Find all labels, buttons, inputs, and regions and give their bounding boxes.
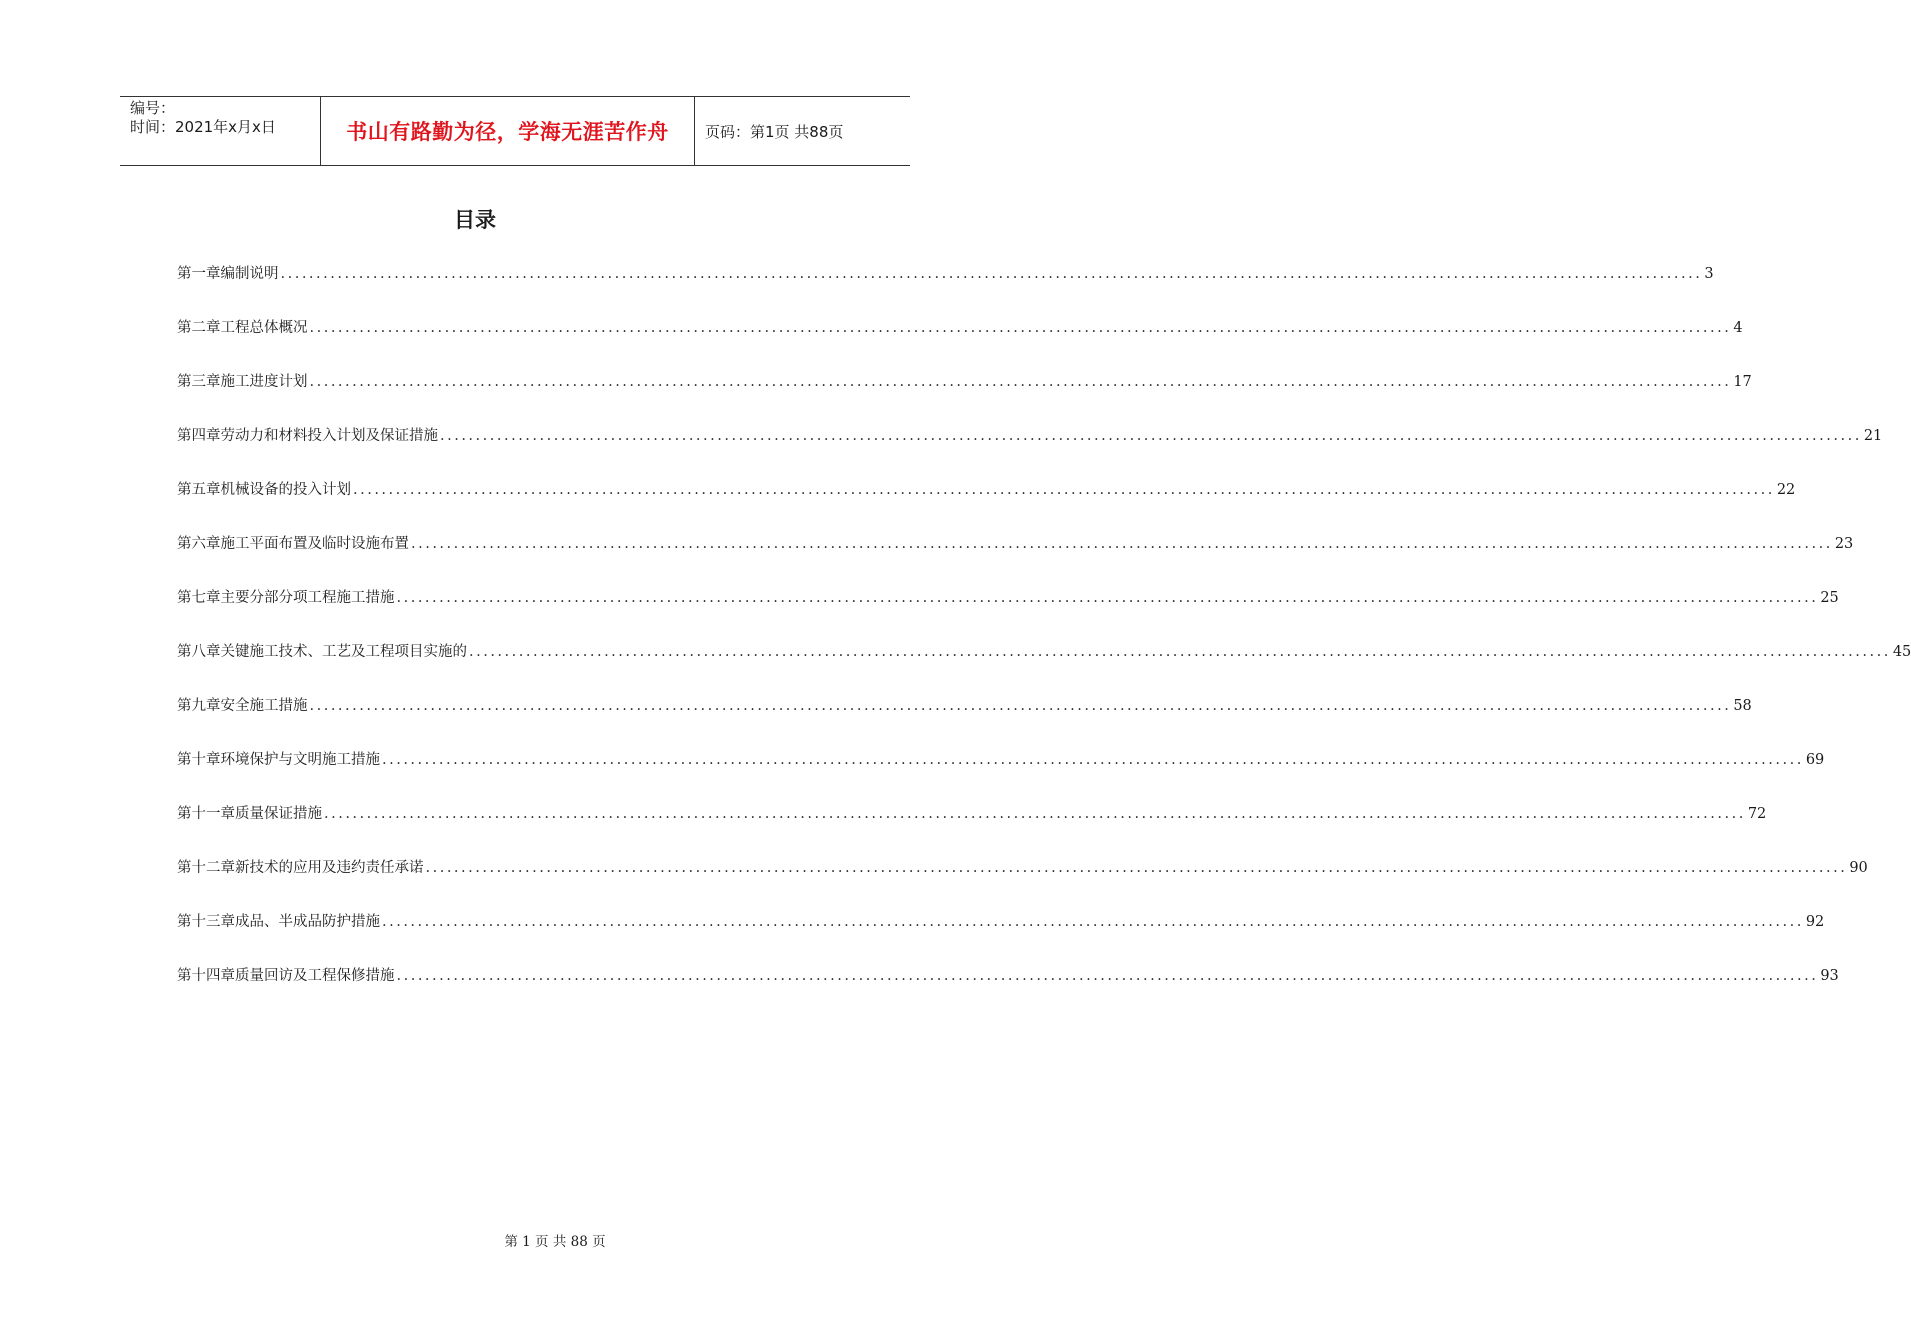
- toc-page-number: 22: [1776, 482, 1796, 498]
- toc-chapter-number: 第二章: [177, 320, 221, 336]
- page-header: [120, 96, 910, 166]
- toc-chapter-number: 第十章: [177, 752, 221, 768]
- toc-page-number: 45: [1892, 644, 1911, 660]
- toc-entry[interactable]: [177, 478, 1796, 532]
- toc-chapter-title: 质量保证措施: [235, 806, 322, 822]
- toc-leader-dots: ........................................................................................................................................................................................................: [425, 860, 1848, 876]
- toc-entry[interactable]: [177, 856, 1868, 910]
- toc-entry[interactable]: [177, 964, 1839, 1018]
- toc-chapter-title: 安全施工措施: [220, 698, 308, 714]
- toc-page-number: 93: [1820, 968, 1839, 984]
- toc-leader-dots: ........................................................................................................................................................................................................: [440, 428, 1862, 444]
- toc-entry[interactable]: [177, 262, 1714, 316]
- toc-entry[interactable]: [177, 370, 1752, 424]
- toc-chapter-title: 新技术的应用及违约责任承诺: [235, 860, 424, 876]
- toc-page-number: 58: [1733, 698, 1752, 714]
- header-motto: [321, 97, 695, 165]
- toc-chapter-number: 第七章: [177, 590, 221, 606]
- toc-chapter-number: 第四章: [177, 428, 221, 444]
- toc-entry[interactable]: [177, 424, 1883, 478]
- toc-chapter-number: 第六章: [177, 536, 221, 552]
- toc-leader-dots: ........................................................................................................................................................................................................: [309, 374, 1732, 390]
- toc-page-number: 23: [1834, 536, 1854, 552]
- toc-chapter-number: 第十一章: [177, 806, 235, 822]
- toc-chapter-title: 关键施工技术、工艺及工程项目实施的: [220, 644, 467, 660]
- toc-chapter-title: 劳动力和材料投入计划及保证措施: [220, 428, 438, 444]
- toc-page-number: 4: [1733, 320, 1743, 336]
- toc-chapter-title: 施工平面布置及临时设施布置: [220, 536, 409, 552]
- toc-page-number: 90: [1849, 860, 1868, 876]
- toc-chapter-number: 第九章: [177, 698, 221, 714]
- toc-leader-dots: ........................................................................................................................................................................................................: [280, 266, 1703, 282]
- toc-entry[interactable]: [177, 694, 1752, 748]
- toc-chapter-number: 第十三章: [177, 914, 235, 930]
- toc-chapter-title: 主要分部分项工程施工措施: [220, 590, 395, 606]
- header-page-info: [695, 97, 910, 165]
- toc-page-number: 69: [1805, 752, 1825, 768]
- toc-page-number: 21: [1863, 428, 1883, 444]
- toc-chapter-number: 第十二章: [177, 860, 235, 876]
- doc-time-label: 时间：2021年x月x日: [130, 118, 276, 136]
- toc-chapter-title: 质量回访及工程保修措施: [235, 968, 395, 984]
- toc-leader-dots: ........................................................................................................................................................................................................: [309, 698, 1732, 714]
- toc-title: 目录: [454, 208, 496, 232]
- toc-chapter-number: 第五章: [177, 482, 221, 498]
- toc-entry[interactable]: [177, 802, 1767, 856]
- toc-chapter-number: 第十四章: [177, 968, 235, 984]
- toc-leader-dots: ........................................................................................................................................................................................................: [353, 482, 1775, 498]
- toc-chapter-number: 第八章: [177, 644, 221, 660]
- table-of-contents: [177, 262, 1911, 1018]
- toc-chapter-title: 机械设备的投入计划: [220, 482, 351, 498]
- toc-page-number: 72: [1747, 806, 1767, 822]
- toc-leader-dots: ........................................................................................................................................................................................................: [309, 320, 1732, 336]
- page-footer: 第 1 页 共 88 页: [504, 1234, 606, 1250]
- header-meta: [120, 97, 321, 165]
- toc-page-number: 3: [1704, 266, 1714, 282]
- toc-leader-dots: ........................................................................................................................................................................................................: [396, 968, 1819, 984]
- doc-id-label: 编号：: [130, 99, 176, 117]
- toc-chapter-title: 成品、半成品防护措施: [235, 914, 380, 930]
- toc-leader-dots: ........................................................................................................................................................................................................: [396, 590, 1819, 606]
- toc-entry[interactable]: [177, 586, 1839, 640]
- toc-leader-dots: ........................................................................................................................................................................................................: [469, 644, 1891, 660]
- toc-page-number: 92: [1805, 914, 1825, 930]
- toc-chapter-title: 编制说明: [220, 266, 279, 282]
- toc-leader-dots: ........................................................................................................................................................................................................: [411, 536, 1833, 552]
- toc-chapter-title: 施工进度计划: [220, 374, 308, 390]
- motto-text: 书山有路勤为径，学海无涯苦作舟: [346, 120, 669, 144]
- toc-entry[interactable]: [177, 748, 1825, 802]
- toc-leader-dots: ........................................................................................................................................................................................................: [324, 806, 1746, 822]
- toc-leader-dots: ........................................................................................................................................................................................................: [382, 752, 1804, 768]
- toc-chapter-title: 工程总体概况: [220, 320, 308, 336]
- toc-chapter-title: 环境保护与文明施工措施: [220, 752, 380, 768]
- toc-chapter-number: 第三章: [177, 374, 221, 390]
- toc-entry[interactable]: [177, 640, 1911, 694]
- toc-leader-dots: ........................................................................................................................................................................................................: [382, 914, 1804, 930]
- toc-entry[interactable]: [177, 910, 1825, 964]
- toc-page-number: 25: [1820, 590, 1839, 606]
- toc-entry[interactable]: [177, 532, 1854, 586]
- toc-entry[interactable]: [177, 316, 1743, 370]
- toc-chapter-number: 第一章: [177, 266, 221, 282]
- page-info-text: 页码：第1页 共88页: [705, 122, 844, 141]
- toc-page-number: 17: [1733, 374, 1752, 390]
